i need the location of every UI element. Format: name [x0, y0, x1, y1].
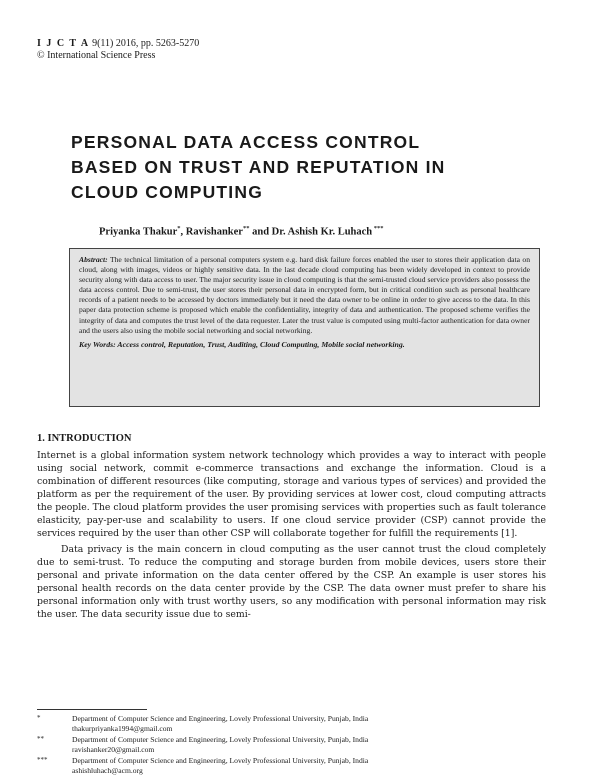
title-line: PERSONAL DATA ACCESS CONTROL [71, 132, 421, 152]
footnote-mark: *** [37, 756, 48, 764]
abstract-text [79, 255, 530, 336]
footnote-rule [37, 709, 147, 710]
journal-citation: 9(11) 2016, pp. 5263-5270 [89, 38, 200, 49]
footnote-email: thakurpriyanka1994@gmail.com [72, 724, 173, 733]
author-mark: *** [372, 225, 384, 232]
footnotes [37, 714, 546, 777]
author-name: Dr. Ashish Kr. Luhach [271, 226, 373, 238]
footnote-email: ashishluhach@acm.org [72, 766, 143, 775]
paper-title [71, 130, 541, 205]
footnote-affiliation: Department of Computer Science and Engineering, Lovely Professional University, Punjab, India [72, 714, 369, 723]
footnote [37, 714, 546, 734]
footnote-affiliation: Department of Computer Science and Engineering, Lovely Professional University, Punjab, India [72, 756, 369, 765]
author-mark: ** [242, 225, 250, 232]
journal-header [37, 38, 199, 62]
journal-name: I J C T A [37, 38, 90, 49]
author-name: Priyanka Thakur [99, 226, 178, 238]
author-line [99, 225, 384, 238]
author-separator: , [180, 226, 186, 238]
author-mark: * [177, 225, 181, 232]
footnote [37, 735, 546, 755]
section-heading: 1. INTRODUCTION [37, 433, 132, 444]
footnote-affiliation: Department of Computer Science and Engineering, Lovely Professional University, Punjab, India [72, 735, 369, 744]
author-separator: and [249, 226, 272, 238]
author-name: Ravishanker [185, 226, 243, 238]
publisher-line: © International Science Press [37, 50, 156, 61]
title-line: BASED ON TRUST AND REPUTATION IN [71, 157, 446, 177]
footnote-email: ravishanker20@gmail.com [72, 745, 155, 754]
footnote [37, 756, 546, 776]
footnote-mark: * [37, 714, 41, 722]
title-line: CLOUD COMPUTING [71, 182, 264, 202]
footnote-mark: ** [37, 735, 44, 743]
abstract-body: The technical limitation of a personal computers system e.g. hard disk failure forces enabled the user to stores their application data on cloud, along with images, videos or highly sensitive data. In the last decade cloud computing has been widely developed in context to provide security along with data access to user. The major security issue in cloud computing is that the semi-trusted cloud service providers also possess the data access control. Due to semi-trust, the user stores their personal data in encrypted form, but in critical condition such as personal healthcare records of a patient needs to be accessed by doctors immediately but it need the data owner to be online in order to give access to the data. In this paper data protection scheme is proposed which enable the confidentiality, integrity of data and authentication. The proposed scheme verifies the integrity of data and computes the trust level of the data requester. Later the trust value is computed using multi-factor authentication for data owner and the users also using the mobile social networking and social networking. [79, 255, 530, 335]
abstract-box [69, 248, 540, 407]
body-paragraph: Internet is a global information system network technology which provides a way to interact with people using social network, commit e-commerce transactions and exchange the information. Cloud is a combination of different resources (like computing, storage and various types of services) and provided the platform as per the requirement of the user. By providing services at lower cost, cloud computing attracts the people. The cloud platform provides the user promising services with properties such as fault tolerance elasticity, pay-per-use and scalability to users. If one cloud service provider (CSP) cannot provide the services required by the user than other CSP will collaborate together for fulfill the requirements [1]. [37, 450, 546, 539]
keywords: Key Words: Access control, Reputation, Trust, Auditing, Cloud Computing, Mobile social networking. [79, 339, 405, 349]
body-text [37, 449, 546, 624]
abstract-label: Abstract: [79, 255, 108, 264]
body-paragraph: Data privacy is the main concern in cloud computing as the user cannot trust the cloud completely due to semi-trust. To reduce the computing and storage burden from mobile devices, users store their personal and private information on the data center offered by the CSP. An example is user stores his personal health records on the data center provide by the CSP. The data owner must prefer to share his personal information only with trust worthy users, so any modification with personal information may risk the user. The data security issue due to semi- [37, 544, 546, 620]
